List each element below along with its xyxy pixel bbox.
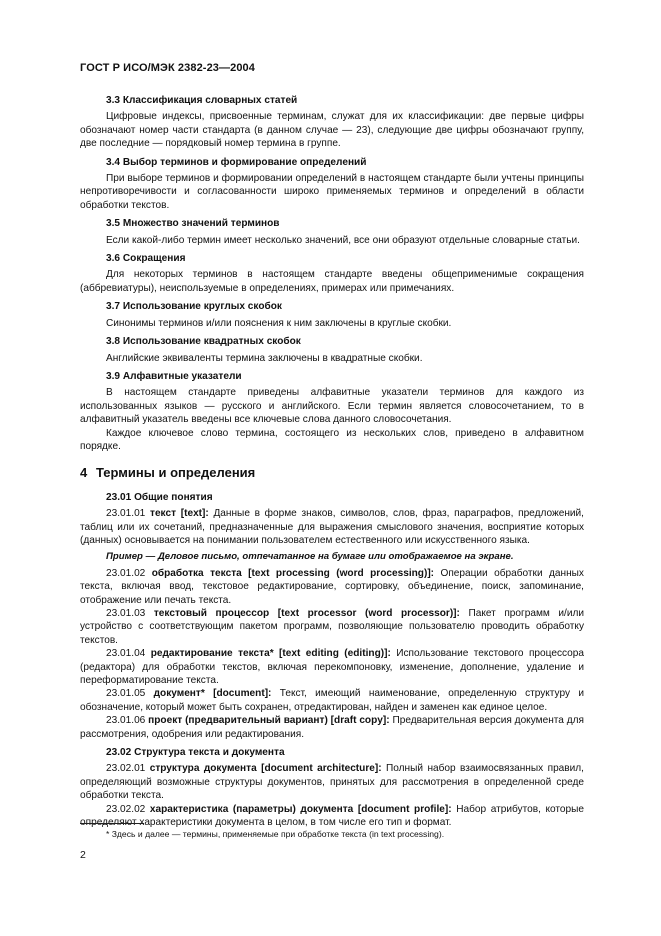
term-name: текст [text]: <box>150 508 209 520</box>
section-number: 3.3 <box>106 95 121 106</box>
section-3-9-text-1: В настоящем стандарте приведены алфавитные указатели терминов для каждого из использованных языков — русского и английского. Если термин является словосочетанием, то в алфавитный указатель введены все ключевые слова данного словосочетания. <box>80 387 584 426</box>
group-number: 23.01 <box>106 491 132 503</box>
term-definition: Использование текстового процессора (редактора) для обработки текстов, включая перекомпоновку, изменение, дополнение, удаление и переформатирование текста. <box>80 648 584 687</box>
term-23-01-05 <box>80 687 584 714</box>
term-number: 23.01.02 <box>106 567 146 579</box>
section-3-6-heading <box>80 252 584 265</box>
term-23-01-06 <box>80 714 584 741</box>
example-body: — Деловое письмо, отпечатанное на бумаге или отображаемое на экране. <box>142 551 514 563</box>
term-23-01-01 <box>80 507 584 547</box>
term-23-01-04 <box>80 647 584 687</box>
section-3-6-text: Для некоторых терминов в настоящем стандарте введены общеприменимые сокращения (аббревиатуры), неиспользуемые в определениях, примерах или примечаниях. <box>80 269 584 294</box>
term-23-01-03 <box>80 607 584 647</box>
section-3-4-text: При выборе терминов и формировании определений в настоящем стандарте были учтены принципы непротиворечивости и согласованности широко применяемых терминов и определений в области обработки текстов. <box>80 173 584 211</box>
section-number: 3.6 <box>106 253 121 265</box>
section-title: Классификация словарных статей <box>122 95 298 106</box>
section-number: 3.9 <box>106 370 121 382</box>
example-label: Пример <box>106 551 143 563</box>
term-name: редактирование текста* [text editing (editing)]: <box>150 648 391 660</box>
chapter-number: 4 <box>80 465 88 481</box>
term-definition: Полный набор взаимосвязанных правил, определяющий возможные структуры документов, принятых для рассмотрения в определенной среде обработки текста. <box>80 763 584 802</box>
term-definition: Набор атрибутов, которые определяют характеристики документа в целом, в том числе его тип и формат. <box>80 803 585 829</box>
term-23-02-01 <box>80 762 584 802</box>
section-number: 3.7 <box>106 301 121 313</box>
term-definition: Данные в форме знаков, символов, слов, фраз, параграфов, предложений, таблиц или их сочетаний, предназначенные для выражения смыслового значения, восприятие которых (данных) основывается на понимании пользователем естественного или искусственного языка. <box>80 508 584 546</box>
term-definition: Текст, имеющий наименование, определенную структуру и обозначение, который может быть сохранен, отредактирован, найден и заменен как единое целое. <box>80 688 584 713</box>
section-title: Выбор терминов и формирование определений <box>122 156 367 168</box>
term-23-02-02 <box>80 803 584 830</box>
section-3-3-text: Цифровые индексы, присвоенные терминам, служат для их классификации: две первые цифры обозначают номер части стандарта (в данном случае — 23), следующие две цифры обозначают группу, две последние — порядковый номер термина в группе. <box>80 111 584 150</box>
term-name: документ* [document]: <box>153 688 272 700</box>
footnote-separator <box>80 823 144 824</box>
term-definition: Операции обработки данных текста, включая ввод, текстовое редактирование, сортировку, объединение, поиск, запоминание, отображение или печать текста. <box>80 567 584 606</box>
section-3-9-heading <box>80 370 584 383</box>
section-3-8-text: Английские эквиваленты термина заключены в квадратные скобки. <box>106 352 423 364</box>
document-header: ГОСТ Р ИСО/МЭК 2382-23—2004 <box>80 62 255 74</box>
term-name: структура документа [document architecture]: <box>149 763 382 775</box>
section-3-7-text: Синонимы терминов и/или пояснения к ним заключены в круглые скобки. <box>106 317 452 329</box>
term-number: 23.01.01 <box>106 508 146 520</box>
section-title: Сокращения <box>122 253 186 265</box>
term-name: проект (предварительный вариант) [draft copy]: <box>148 715 390 727</box>
section-title: Использование круглых скобок <box>122 301 282 313</box>
term-number: 23.01.03 <box>106 608 146 619</box>
term-number: 23.02.01 <box>106 763 146 775</box>
term-number: 23.02.02 <box>106 803 146 815</box>
footnote: * Здесь и далее — термины, применяемые при обработке текста (in text processing). <box>106 829 445 839</box>
chapter-title: Термины и определения <box>96 465 256 481</box>
section-number: 3.5 <box>106 218 121 230</box>
group-title: Общие понятия <box>134 491 213 503</box>
section-3-4-heading <box>80 156 584 169</box>
example-text <box>80 550 584 563</box>
term-number: 23.01.04 <box>106 648 146 660</box>
term-definition: Пакет программ и/или устройство с соответствующим пакетом программ, позволяющие пользователю проводить обработку текстов. <box>80 608 584 646</box>
section-3-7-heading <box>80 300 584 313</box>
term-number: 23.01.05 <box>106 688 146 700</box>
section-title: Множество значений терминов <box>122 218 280 230</box>
section-3-9-text-2: Каждое ключевое слово термина, состоящего из нескольких слов, приведено в алфавитном порядке. <box>80 427 584 452</box>
section-3-5-heading <box>80 217 584 230</box>
term-23-01-02 <box>80 567 584 607</box>
document-body <box>80 94 584 830</box>
term-name: характеристика (параметры) документа [document profile]: <box>149 803 452 815</box>
chapter-4-heading <box>80 466 584 479</box>
section-3-8-heading <box>80 335 584 348</box>
group-23-01-heading <box>80 491 584 504</box>
term-number: 23.01.06 <box>106 715 146 727</box>
section-3-3-heading <box>80 94 584 107</box>
group-23-02-heading <box>80 746 584 759</box>
group-number: 23.02 <box>106 747 132 759</box>
section-title: Использование квадратных скобок <box>122 336 301 348</box>
section-3-5-text: Если какой-либо термин имеет несколько значений, все они образуют отдельные словарные статьи. <box>106 234 580 246</box>
term-name: текстовый процессор [text processor (word processor)]: <box>153 608 460 619</box>
page-number: 2 <box>80 849 86 861</box>
term-definition: Предварительная версия документа для рассмотрения, одобрения или редактирования. <box>80 715 584 740</box>
group-title: Структура текста и документа <box>134 747 285 759</box>
section-number: 3.4 <box>106 156 121 168</box>
section-title: Алфавитные указатели <box>122 370 242 382</box>
section-number: 3.8 <box>106 336 121 348</box>
term-name: обработка текста [text processing (word processing)]: <box>151 567 435 579</box>
